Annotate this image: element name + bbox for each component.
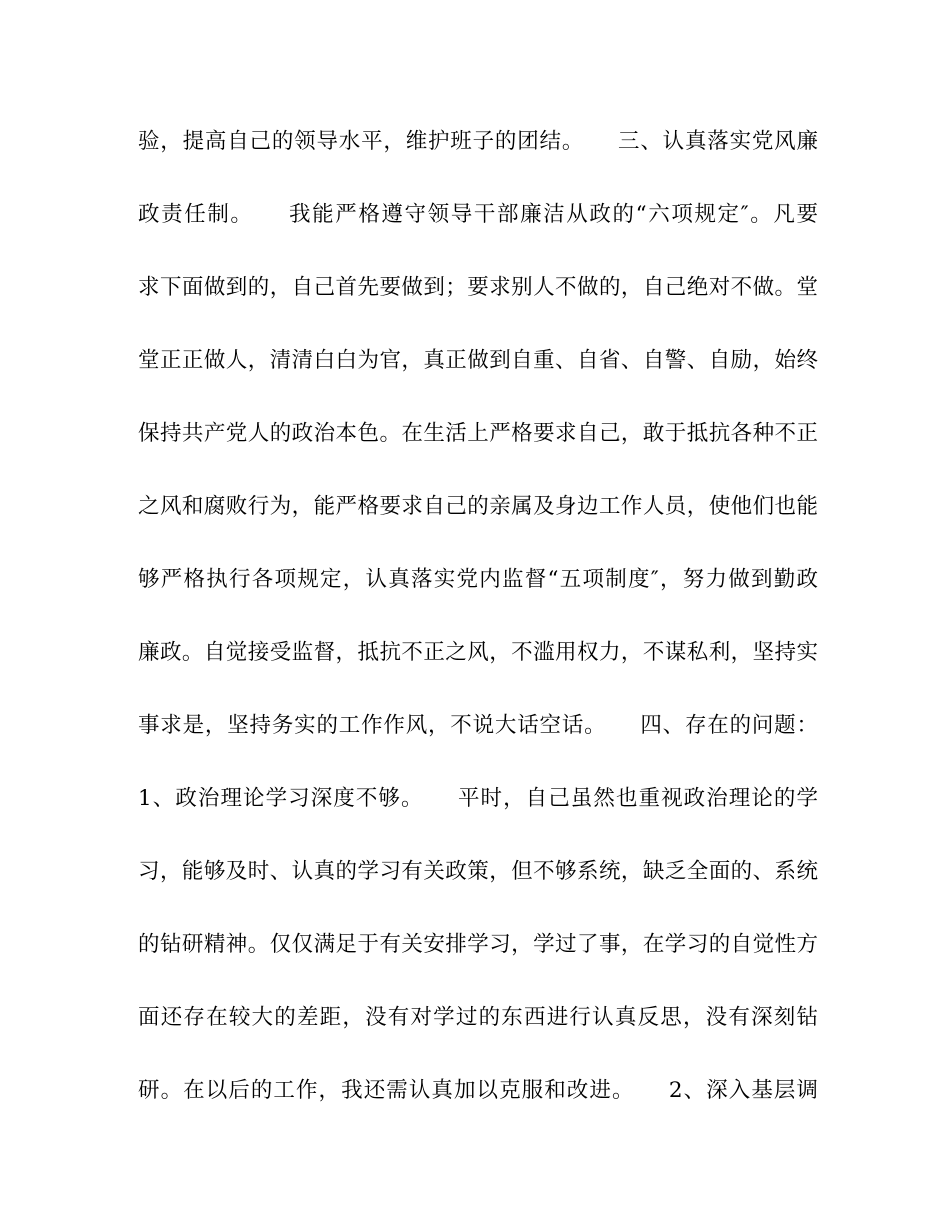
text-line: 1、政治理论学习深度不够。 平时，自己虽然也重视政治理论的学 (138, 786, 818, 811)
text-line: 够严格执行各项规定，认真落实党内监督“五项制度″，努力做到勤政 (138, 567, 818, 592)
text-line: 政责任制。 我能严格遵守领导干部廉洁从政的“六项规定″。凡要 (138, 202, 818, 227)
text-line: 的钻研精神。仅仅满足于有关安排学习，学过了事，在学习的自觉性方 (138, 932, 818, 957)
text-line: 习，能够及时、认真的学习有关政策，但不够系统，缺乏全面的、系统 (138, 859, 818, 884)
text-line: 验，提高自己的领导水平，维护班子的团结。 三、认真落实党风廉 (138, 129, 818, 154)
text-line: 之风和腐败行为，能严格要求自己的亲属及身边工作人员，使他们也能 (138, 494, 818, 519)
text-line: 求下面做到的，自己首先要做到；要求别人不做的，自己绝对不做。堂 (138, 275, 818, 300)
text-line: 廉政。自觉接受监督，抵抗不正之风，不滥用权力，不谋私利，坚持实 (138, 640, 818, 665)
text-line: 面还存在较大的差距，没有对学过的东西进行认真反思，没有深刻钻 (138, 1005, 818, 1030)
text-line: 事求是，坚持务实的工作作风，不说大话空话。 四、存在的问题： (138, 713, 818, 738)
text-line: 保持共产党人的政治本色。在生活上严格要求自己，敢于抵抗各种不正 (138, 421, 818, 446)
text-line: 堂正正做人，清清白白为官，真正做到自重、自省、自警、自励，始终 (138, 348, 818, 373)
text-line: 研。在以后的工作，我还需认真加以克服和改进。 2、深入基层调 (138, 1078, 818, 1103)
